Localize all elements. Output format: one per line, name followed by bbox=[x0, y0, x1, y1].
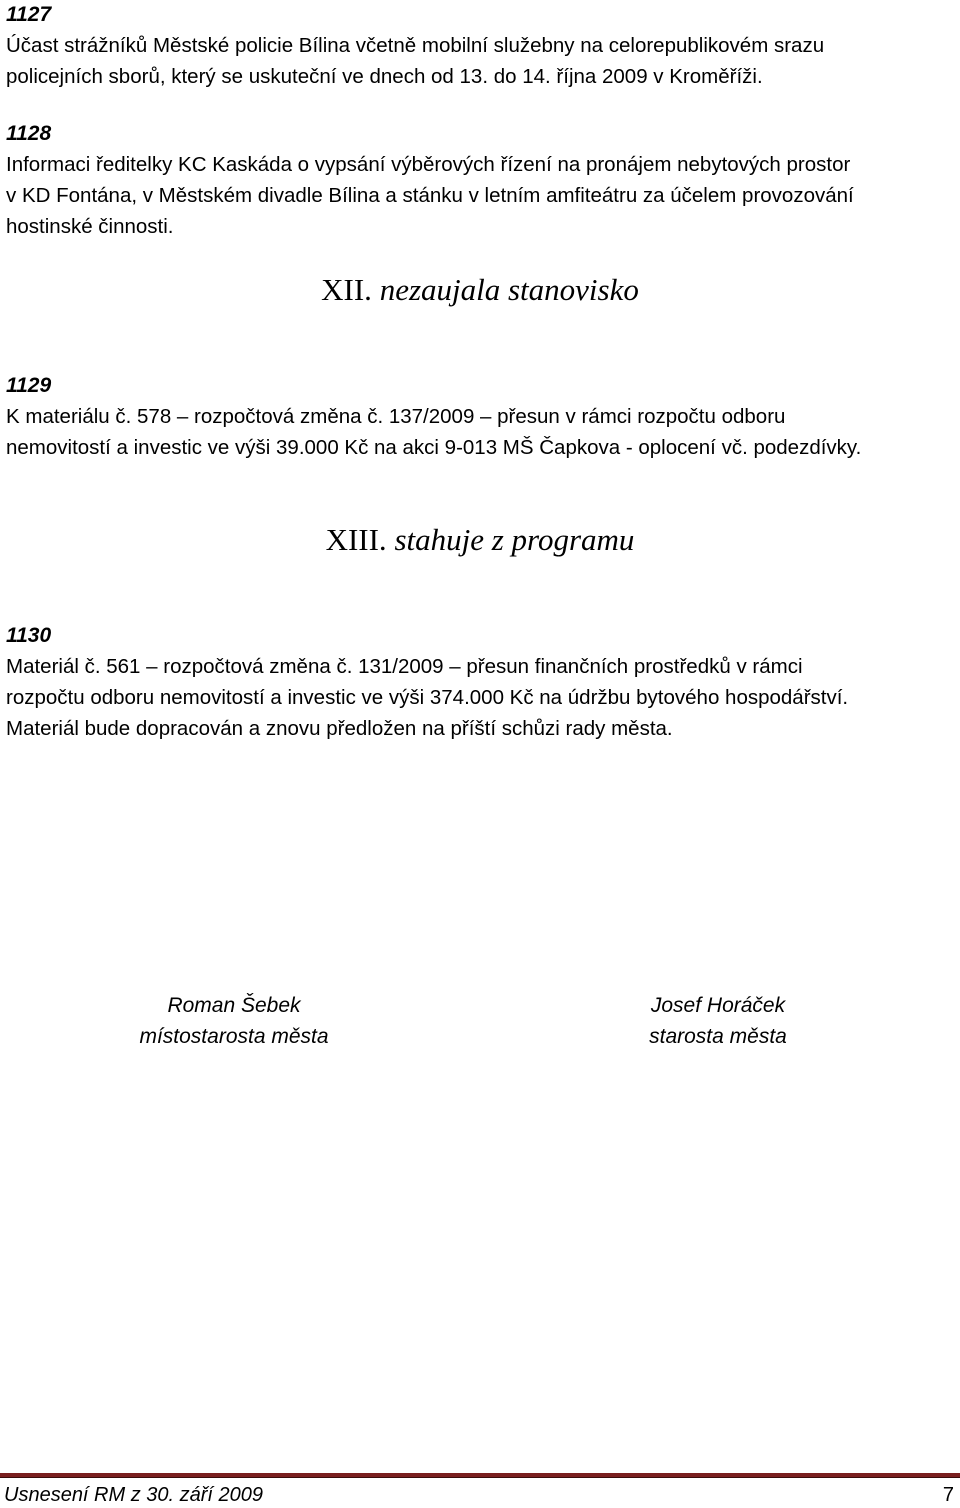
section-roman-numeral: XIII. bbox=[325, 522, 387, 557]
resolution-text-line: Materiál č. 561 – rozpočtová změna č. 131/2009 – přesun finančních prostředků v rámci bbox=[6, 655, 803, 678]
section-title: nezaujala stanovisko bbox=[379, 272, 639, 307]
section-title: stahuje z programu bbox=[394, 522, 635, 557]
signatory-name: Josef Horáček bbox=[650, 994, 786, 1017]
footer-divider bbox=[0, 1473, 960, 1478]
resolution-text-line: policejních sborů, který se uskuteční ve dnech od 13. do 14. října 2009 v Kroměříži. bbox=[6, 65, 763, 88]
resolution-1130 bbox=[6, 621, 954, 744]
signatory-name: Roman Šebek bbox=[167, 994, 301, 1017]
section-roman-numeral: XII. bbox=[321, 272, 372, 307]
resolution-text-line: Informaci ředitelky KC Kaskáda o vypsání výběrových řízení na pronájem nebytových prostor bbox=[6, 153, 851, 176]
section-heading-xiii bbox=[0, 520, 960, 560]
resolution-text-line: Účast strážníků Městské policie Bílina včetně mobilní služebny na celorepublikovém srazu bbox=[6, 34, 825, 57]
resolution-1128 bbox=[6, 119, 954, 242]
resolution-number: 1127 bbox=[6, 3, 52, 26]
resolution-number: 1130 bbox=[6, 624, 52, 647]
resolution-text-line: K materiálu č. 578 – rozpočtová změna č. 137/2009 – přesun v rámci rozpočtu odboru bbox=[6, 405, 786, 428]
resolution-text-line: hostinské činnosti. bbox=[6, 215, 174, 238]
signature-block-left bbox=[84, 990, 384, 1052]
section-heading-xii bbox=[0, 270, 960, 310]
signatory-role: místostarosta města bbox=[139, 1025, 329, 1048]
page-number: 7 bbox=[942, 1484, 954, 1506]
footer-document-title: Usnesení RM z 30. září 2009 bbox=[4, 1484, 264, 1506]
resolution-text-line: rozpočtu odboru nemovitostí a investic ve výši 374.000 Kč na údržbu bytového hospodářství. bbox=[6, 686, 849, 709]
resolution-text-line: v KD Fontána, v Městském divadle Bílina a stánku v letním amfiteátru za účelem provozování bbox=[6, 184, 854, 207]
resolution-text-line: Materiál bude dopracován a znovu předložen na příští schůzi rady města. bbox=[6, 717, 673, 740]
resolution-1129 bbox=[6, 371, 954, 463]
resolution-number: 1128 bbox=[6, 122, 52, 145]
signatory-role: starosta města bbox=[649, 1025, 787, 1048]
resolution-1127 bbox=[6, 0, 954, 92]
resolution-text-line: nemovitostí a investic ve výši 39.000 Kč na akci 9-013 MŠ Čapkova - oplocení vč. podezdívky. bbox=[6, 436, 862, 459]
resolution-number: 1129 bbox=[6, 374, 52, 397]
signature-block-right bbox=[568, 990, 868, 1052]
